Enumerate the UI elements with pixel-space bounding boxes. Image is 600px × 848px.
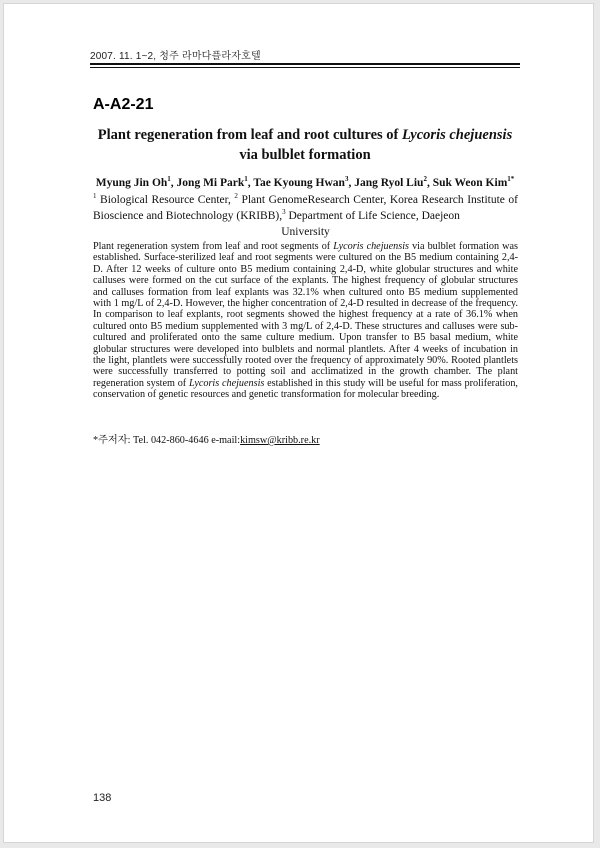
- paper-title: [90, 125, 520, 165]
- author-name: Jong Mi Park: [176, 177, 245, 189]
- author-sup: 3: [344, 175, 349, 184]
- abstract-species: Lycoris chejuensis: [188, 377, 265, 389]
- contact-label: *주저자: Tel. 042-860-4646 e-mail:: [93, 435, 241, 446]
- affil-text: Plant GenomeResearch Center, Korea Research Institute of Bioscience and Biotechnology (KRIBB),: [93, 194, 518, 222]
- affil-text: Department of Life Science, Daejeon: [285, 210, 460, 222]
- title-species: Lycoris chejuensis: [401, 127, 513, 143]
- author-sup: 1: [167, 175, 171, 184]
- author-sup: 1*: [507, 175, 515, 184]
- abstract-text: established in this study will be useful for mass proliferation, conservation of genetic resources and genetic transformation for molecular breeding.: [93, 377, 518, 401]
- author-sup: 1: [244, 175, 248, 184]
- author-name: Jang Ryol Liu: [354, 177, 424, 189]
- title-part-2: via bulblet formation: [239, 147, 371, 163]
- abstract-species: Lycoris chejuensis: [333, 241, 410, 252]
- conference-header: 2007. 11. 1~2, 청주 라마다플라자호텔: [90, 51, 261, 62]
- affil-sup: 1: [93, 192, 97, 201]
- abstract-body: [93, 241, 518, 401]
- author-name: Suk Weon Kim: [432, 177, 508, 189]
- abstract-text: Plant regeneration system from leaf and root segments of: [93, 241, 334, 252]
- author-name: Tae Kyoung Hwan: [253, 177, 345, 189]
- email-link[interactable]: kimsw@kribb.re.kr: [240, 435, 320, 446]
- corresponding-author-contact: [93, 435, 518, 446]
- affil-text: Biological Resource Center,: [96, 194, 235, 206]
- page-number: 138: [93, 792, 112, 804]
- author-name: Myung Jin Oh: [95, 177, 168, 189]
- abstract-code: A-A2-21: [93, 96, 154, 113]
- title-part-1: Plant regeneration from leaf and root cultures of: [97, 127, 402, 143]
- paper-page: [3, 3, 594, 843]
- header-rule-thin: [90, 67, 520, 68]
- affil-text: University: [281, 226, 330, 238]
- abstract-text: via bulblet formation was established. Surface-sterilized leaf and root segments were cultured on the B5 medium containing 2,4-D. After 12 weeks of culture onto B5 medium containing 2,4-D, white globular structures and white calluses were formed on the cut surface of the explants. The highest frequency of globular structures and calluses formation from leaf explants was 32.1% when cultured onto B5 medium supplemented with 1 mg/L of 2,4-D. However, the higher concentration of 2,4-D resulted in decrease of the frequency. In comparison to leaf explants, root segments showed the highest frequency at a rate of 36.1% when cultured onto B5 medium supplemented with 3 mg/L of 2,4-D. These structures and calluses were sub-cultured and proliferated onto the same culture medium. Upon transfer to B5 basal medium, white globular structures were developed into bulblets and normal plantlets. After 4 weeks of incubation in the light, plantlets were successfully rooted over the frequency of approximately 90%. Rooted plantlets were successfully transferred to potting soil and acclimatized in the growth chamber. The plant regeneration system of: [93, 241, 518, 389]
- author-sup: 2: [423, 175, 427, 184]
- affil-sup: 2: [234, 192, 238, 201]
- header-rule-thick: [90, 63, 520, 65]
- author-list: Myung Jin Oh$^1$, Jong Mi Park$^1$, Tae Kyoung Hwan$^3$, Jang Ryol Liu$^2$, Suk Weon Kim$^{1*}$: [95, 175, 515, 189]
- affil-sup: 3: [282, 208, 286, 217]
- affiliations: [93, 192, 518, 240]
